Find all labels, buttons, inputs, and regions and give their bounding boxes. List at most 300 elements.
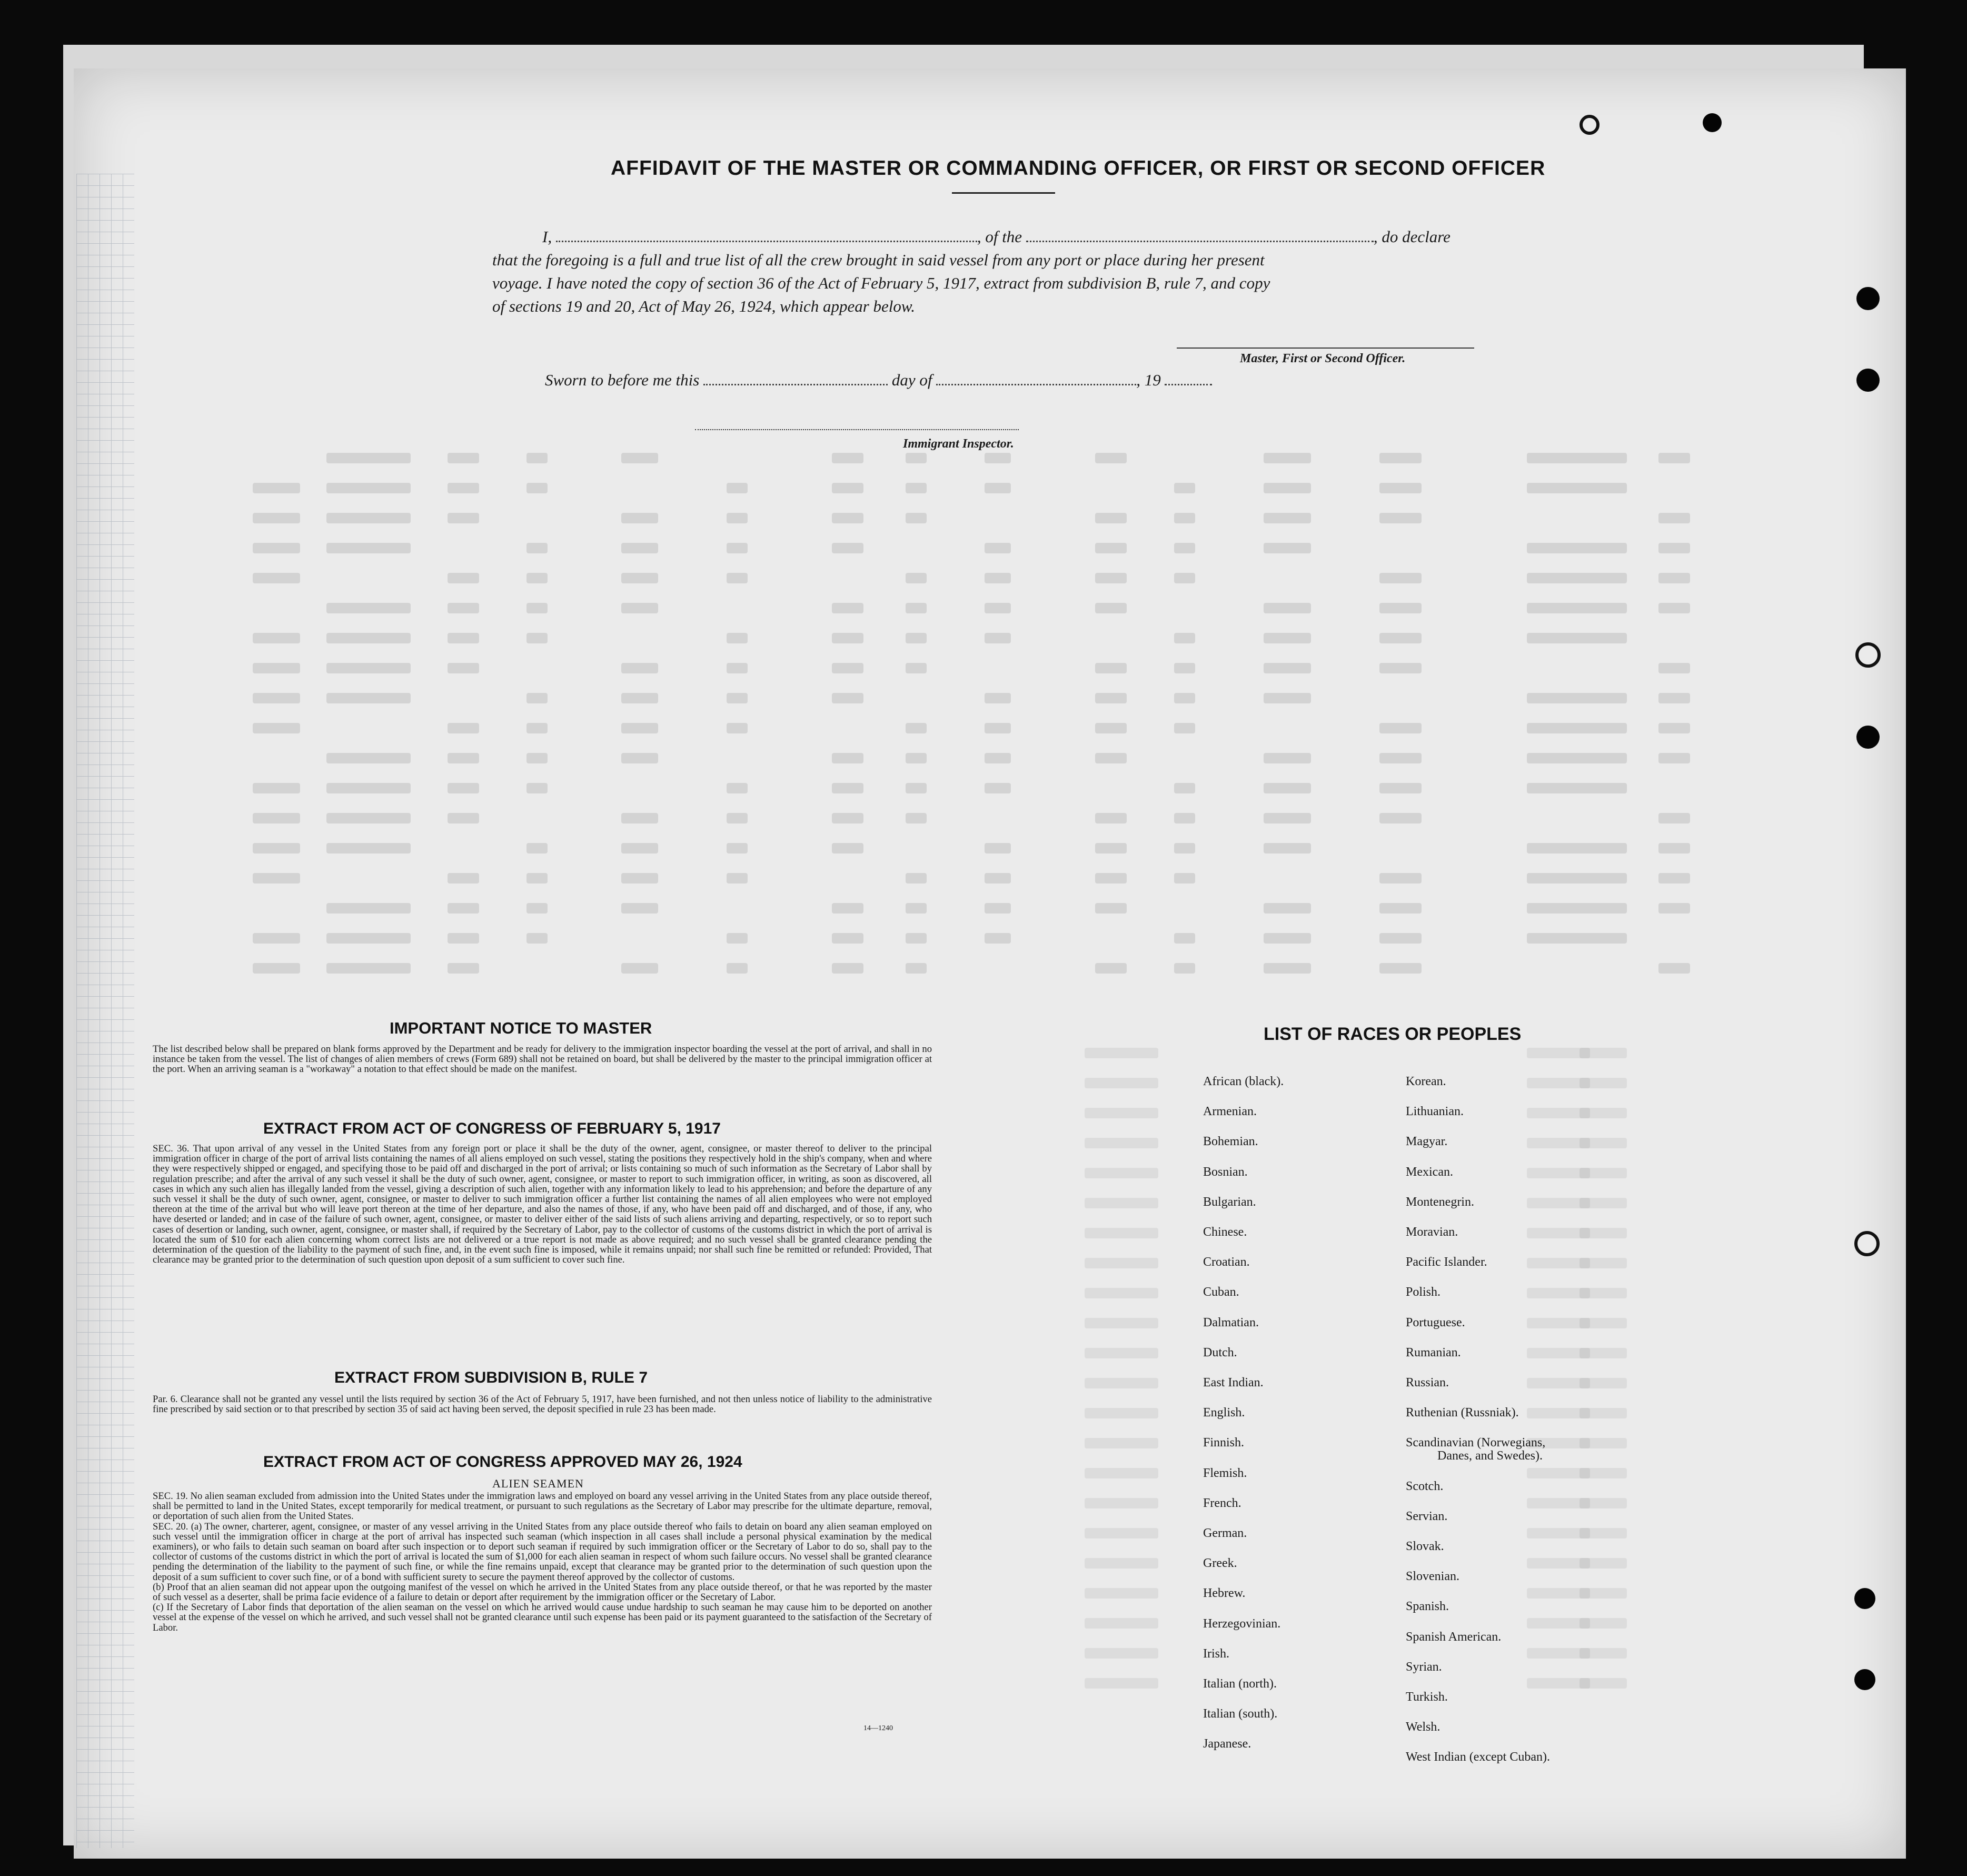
bleed-through-mark [1085,1678,1158,1689]
bleed-through-mark [326,843,411,853]
bleed-through-mark [1095,843,1127,853]
sworn-day-of-label: day of [891,371,932,389]
bleed-through-mark [1658,843,1690,853]
bleed-through-mark [985,933,1011,944]
notice-body: The list described below shall be prepared on blank forms approved by the Department and be ready for delivery to the immigration inspector boarding the vessel at the port of arrival, and shall in no instance be taken from the vessel. The list of changes of alien members of crews (Form 689) shall not be retained on board, but shall be delivered by the master to the principal immigration officer at the port. When an arriving seaman is a "workaway" a notation to that effect should be made on the manifest. [153,1044,932,1075]
bleed-through-mark [1579,1618,1627,1629]
bleed-through-mark [1379,963,1422,974]
binder-hole [1856,369,1880,392]
binder-hole [1854,1231,1880,1256]
bleed-through-mark [1658,723,1690,733]
bleed-through-mark [448,663,479,673]
bleed-through-mark [526,933,548,944]
bleed-through-mark [326,693,411,703]
bleed-through-mark [1579,1108,1627,1118]
binding-grid [76,174,134,1848]
bleed-through-mark [1579,1558,1627,1569]
bleed-through-mark [1527,603,1627,613]
master-signature-caption: Master, First or Second Officer. [1240,352,1406,365]
bleed-through-mark [326,603,411,613]
declaration-line-4: of sections 19 and 20, Act of May 26, 1924, which appear below. [492,297,916,315]
bleed-through-mark [1085,1168,1158,1178]
bleed-through-mark [832,543,863,553]
bleed-through-mark [1527,483,1627,493]
inspector-signature-line[interactable] [695,429,1019,430]
bleed-through-mark [1658,453,1690,463]
bleed-through-mark [1174,543,1195,553]
bleed-through-mark [1174,783,1195,793]
sworn-line [545,369,1212,392]
title-rule [952,192,1055,194]
bleed-through-mark [1579,1588,1627,1599]
bleed-through-mark [1658,663,1690,673]
bleed-through-mark [1379,813,1422,823]
bleed-through-mark [1085,1528,1158,1538]
bleed-through-mark [1579,1138,1627,1148]
bleed-through-mark [253,963,300,974]
bleed-through-mark [621,573,658,583]
bleed-through-mark [1579,1048,1627,1058]
bleed-through-mark [448,933,479,944]
bleed-through-mark [1658,693,1690,703]
bleed-through-mark [1264,813,1311,823]
bleed-through-mark [526,843,548,853]
notice-title: IMPORTANT NOTICE TO MASTER [390,1019,652,1037]
race-item: Ruthenian (Russniak). [1406,1406,1519,1420]
bleed-through-mark [906,483,927,493]
race-item: African (black). [1203,1075,1284,1088]
race-item: Dutch. [1203,1345,1237,1359]
bleed-through-mark [1379,573,1422,583]
bleed-through-mark [1579,1228,1627,1238]
bleed-through-mark [1085,1498,1158,1508]
bleed-through-mark [985,843,1011,853]
race-item: West Indian (except Cuban). [1406,1750,1550,1764]
bleed-through-mark [326,933,411,944]
bleed-through-mark [1174,813,1195,823]
bleed-through-mark [1264,933,1311,944]
race-item: Dalmatian. [1203,1315,1259,1329]
bleed-through-mark [1264,663,1311,673]
race-item: Japanese. [1203,1737,1251,1751]
race-item: Turkish. [1406,1690,1448,1704]
bleed-through-mark [832,753,863,763]
bleed-through-mark [985,693,1011,703]
declaration-line-2: that the foregoing is a full and true list of all the crew brought in said vessel from any port or place during her present [492,251,1265,269]
bleed-through-mark [326,963,411,974]
race-item: Scotch. [1406,1479,1444,1493]
bleed-through-mark [1379,723,1422,733]
race-item: Danes, and Swedes). [1437,1449,1543,1463]
race-item: Rumanian. [1406,1345,1461,1359]
bleed-through-mark [253,543,300,553]
bleed-through-mark [832,693,863,703]
bleed-through-mark [1579,1648,1627,1659]
bleed-through-mark [727,873,748,884]
extract-1917-title: EXTRACT FROM ACT OF CONGRESS OF FEBRUARY 5, 1917 [263,1120,721,1137]
bleed-through-mark [1379,453,1422,463]
bleed-through-mark [727,633,748,643]
bleed-through-mark [1379,513,1422,523]
bleed-through-mark [832,633,863,643]
bleed-through-mark [1579,1288,1627,1298]
bleed-through-mark [1095,873,1127,884]
bleed-through-mark [1579,1348,1627,1358]
bleed-through-mark [832,843,863,853]
bleed-through-mark [1264,513,1311,523]
bleed-through-mark [832,903,863,914]
bleed-through-mark [985,783,1011,793]
bleed-through-mark [1379,753,1422,763]
bleed-through-mark [1658,813,1690,823]
bleed-through-mark [1085,1348,1158,1358]
race-item: Finnish. [1203,1436,1245,1450]
bleed-through-mark [727,813,748,823]
bleed-through-mark [621,753,658,763]
bleed-through-mark [1658,963,1690,974]
bleed-through-mark [1579,1198,1627,1208]
bleed-through-mark [1579,1078,1627,1088]
bleed-through-mark [253,873,300,884]
bleed-through-mark [1579,1528,1627,1538]
bleed-through-mark [906,963,927,974]
bleed-through-mark [727,963,748,974]
bleed-through-mark [985,903,1011,914]
bleed-through-mark [906,903,927,914]
bleed-through-mark [1085,1228,1158,1238]
bleed-through-mark [1264,603,1311,613]
declaration-line-3: voyage. I have noted the copy of section 36 of the Act of February 5, 1917, extract from subdivision B, rule 7, and copy [492,274,1270,292]
bleed-through-mark [1579,1168,1627,1178]
race-item: French. [1203,1496,1241,1510]
bleed-through-mark [1095,903,1127,914]
bleed-through-mark [1174,963,1195,974]
bleed-through-mark [326,753,411,763]
bleed-through-mark [326,453,411,463]
bleed-through-mark [326,633,411,643]
bleed-through-mark [1379,933,1422,944]
bleed-through-mark [1527,903,1627,914]
bleed-through-mark [985,633,1011,643]
race-item: Hebrew. [1203,1586,1246,1601]
bleed-through-mark [1658,753,1690,763]
master-signature-line[interactable] [1177,348,1474,349]
race-item: Cuban. [1203,1285,1239,1299]
bleed-through-mark [1527,573,1627,583]
bleed-through-mark [326,543,411,553]
bleed-through-mark [1085,1288,1158,1298]
bleed-through-mark [1095,603,1127,613]
bleed-through-mark [253,843,300,853]
bleed-through-mark [621,723,658,733]
bleed-through-mark [1527,933,1627,944]
declaration-line-1 [542,225,1451,249]
bleed-through-mark [906,573,927,583]
race-item: Scandinavian (Norwegians, [1406,1436,1546,1450]
bleed-through-mark [906,633,927,643]
bleed-through-mark [727,843,748,853]
declaration-do-declare: , do declare [1373,227,1451,246]
bleed-through-mark [621,453,658,463]
bleed-through-mark [985,543,1011,553]
bleed-through-mark [906,813,927,823]
bleed-through-mark [1579,1678,1627,1689]
bleed-through-mark [621,543,658,553]
bleed-through-mark [1174,873,1195,884]
race-item: Bosnian. [1203,1165,1248,1179]
bleed-through-mark [1174,723,1195,733]
bleed-through-mark [1174,843,1195,853]
race-item: Bulgarian. [1203,1195,1256,1209]
bleed-through-mark [1527,873,1627,884]
bleed-through-mark [1527,453,1627,463]
bleed-through-mark [906,723,927,733]
bleed-through-mark [1527,723,1627,733]
bleed-through-mark [326,513,411,523]
sworn-day-field[interactable] [703,372,888,385]
bleed-through-mark [906,453,927,463]
bleed-through-mark [1658,543,1690,553]
bleed-through-mark [1527,753,1627,763]
bleed-through-mark [1085,1108,1158,1118]
bleed-through-mark [985,603,1011,613]
bleed-through-mark [1085,1138,1158,1148]
bleed-through-mark [1658,573,1690,583]
bleed-through-mark [1085,1468,1158,1478]
bleed-through-mark [526,723,548,733]
bleed-through-mark [985,453,1011,463]
binder-hole [1579,115,1600,135]
binder-hole [1703,113,1722,132]
race-item: Irish. [1203,1646,1229,1661]
inspector-signature-caption: Immigrant Inspector. [903,437,1014,451]
binder-hole [1856,726,1880,749]
race-item: Flemish. [1203,1466,1247,1480]
bleed-through-mark [1095,543,1127,553]
declaration-of-the: , of the [977,227,1022,246]
bleed-through-mark [1085,1618,1158,1629]
race-item: Russian. [1406,1376,1449,1389]
bleed-through-mark [448,483,479,493]
bleed-through-mark [1085,1078,1158,1088]
bleed-through-mark [1379,633,1422,643]
race-item: Croatian. [1203,1255,1250,1269]
bleed-through-mark [448,723,479,733]
sworn-year-field[interactable] [1165,372,1212,385]
bleed-through-mark [1658,603,1690,613]
bleed-through-mark [727,543,748,553]
extract-1924-body [153,1491,932,1633]
bleed-through-mark [253,483,300,493]
bleed-through-mark [1085,1048,1158,1058]
bleed-through-mark [253,693,300,703]
bleed-through-mark [526,873,548,884]
bleed-through-mark [727,573,748,583]
section-20b: (b) Proof that an alien seaman did not appear upon the outgoing manifest of the vessel on which he arrived in the United States from any place outside thereof, or that he was reported by the master of such vessel as a deserter, shall be prima facie evidence of a failure to detain or deport after requirement by the immigration officer or the Secretary of Labor. [153,1581,932,1603]
affidavit-title: AFFIDAVIT OF THE MASTER OR COMMANDING OFFICER, OR FIRST OR SECOND OFFICER [611,157,1546,180]
bleed-through-mark [1174,693,1195,703]
bleed-through-mark [1174,663,1195,673]
bleed-through-mark [906,873,927,884]
bleed-through-mark [1527,693,1627,703]
bleed-through-mark [1085,1588,1158,1599]
race-item: Italian (south). [1203,1707,1278,1721]
race-item: Montenegrin. [1406,1195,1474,1209]
bleed-through-mark [1379,783,1422,793]
bleed-through-mark [526,783,548,793]
bleed-through-mark [906,603,927,613]
bleed-through-mark [253,783,300,793]
bleed-through-mark [253,633,300,643]
bleed-through-mark [253,723,300,733]
race-item: Italian (north). [1203,1677,1277,1691]
bleed-through-mark [1579,1438,1627,1448]
bleed-through-mark [1095,663,1127,673]
vessel-name-field[interactable] [1026,229,1374,242]
race-item: Magyar. [1406,1135,1448,1149]
bleed-through-mark [985,723,1011,733]
bleed-through-mark [253,933,300,944]
bleed-through-mark [1174,513,1195,523]
bleed-through-mark [1658,873,1690,884]
bleed-through-mark [906,783,927,793]
bleed-through-mark [526,753,548,763]
bleed-through-mark [1174,633,1195,643]
bleed-through-mark [985,573,1011,583]
bleed-through-mark [1527,543,1627,553]
bleed-through-mark [906,933,927,944]
bleed-through-mark [621,963,658,974]
bleed-through-mark [1264,483,1311,493]
section-20c: (c) If the Secretary of Labor finds that deportation of the alien seaman on the vessel on which he arrived would cause undue hardship to such seaman he may cause him to be deported on another vessel at the expense of the vessel on which he arrived, and such vessel shall not be granted clearance until such expense has been paid or its payment guaranteed to the satisfaction of the Secretary of Labor. [153,1602,932,1633]
bleed-through-mark [727,483,748,493]
bleed-through-mark [253,813,300,823]
race-item: Herzegovinian. [1203,1616,1281,1631]
bleed-through-mark [526,543,548,553]
extract-1917-body: SEC. 36. That upon arrival of any vessel in the United States from any foreign port or place it shall be the duty of the owner, agent, consignee, or master thereof to deliver to the principal immigration officer in charge of the port of arrival lists containing the names of all aliens employed on such vessel, stating the positions they respectively hold in the ship's company, when and where they were respectively shipped or engaged, and specifying those to be paid off and discharged in the port of arrival; or lists containing so much of such information as the Secretary of Labor shall by regulation prescribe; and after the arrival of any such vessel it shall be the duty of such owner, agent, consignee, or master to report to such immigration officer, in writing, as soon as discovered, all cases in which any such alien has illegally landed from the vessel, giving a description of such alien, together with any information likely to lead to his apprehension; and before the departure of any such vessel it shall be the duty of such owner, agent, consignee, or master to deliver to such immigration officer a further list containing the names of all alien employees who were not employed thereon at the time of the arrival but who will leave port thereon at the time of her departure, and also the names of those, if any, who have been paid off and discharged, and of those, if any, who have deserted or landed; and in case of the failure of such owner, agent, consignee, or master to deliver either of the said lists of such aliens arriving and departing, respectively, or so to report such cases of desertion or landing, such owner, agent, consignee, or master shall, if required by the Secretary of Labor, pay to the collector of customs of the customs district in which the port of arrival is located the sum of $10 for each alien concerning whom correct lists are not delivered or a true report is not made as above required; and no such vessel shall be granted clearance pending the determination of the question of the liability to the payment of such fine, and, in the event such fine is imposed, while it remains unpaid; nor shall such fine be remitted or refunded: Provided, That clearance may be granted prior to the determination of such question upon deposit of a sum sufficient to cover such fine. [153,1143,932,1266]
extract-rule7-title: EXTRACT FROM SUBDIVISION B, RULE 7 [334,1369,648,1386]
bleed-through-mark [448,453,479,463]
bleed-through-mark [832,483,863,493]
race-item: Syrian. [1406,1660,1442,1674]
bleed-through-mark [326,813,411,823]
bleed-through-mark [1095,813,1127,823]
bleed-through-mark [1095,693,1127,703]
bleed-through-mark [1095,963,1127,974]
bleed-through-mark [326,903,411,914]
bleed-through-mark [906,663,927,673]
bleed-through-mark [985,873,1011,884]
bleed-through-mark [1264,753,1311,763]
race-item: East Indian. [1203,1376,1264,1389]
bleed-through-mark [727,693,748,703]
alien-seamen-subtitle: ALIEN SEAMEN [492,1477,584,1490]
bleed-through-mark [526,483,548,493]
bleed-through-mark [727,723,748,733]
bleed-through-mark [621,513,658,523]
bleed-through-mark [448,903,479,914]
bleed-through-mark [1264,783,1311,793]
bleed-through-mark [727,783,748,793]
bleed-through-mark [1379,903,1422,914]
bleed-through-mark [832,513,863,523]
race-item: Armenian. [1203,1105,1257,1119]
bleed-through-mark [727,513,748,523]
sworn-month-field[interactable] [936,372,1136,385]
race-item: Portuguese. [1406,1315,1465,1329]
bleed-through-mark [526,603,548,613]
bleed-through-mark [1264,633,1311,643]
form-number: 14—1240 [863,1724,893,1732]
bleed-through-mark [448,753,479,763]
bleed-through-mark [1579,1318,1627,1328]
race-item: Lithuanian. [1406,1105,1464,1119]
bleed-through-mark [621,603,658,613]
bleed-through-mark [1174,933,1195,944]
bleed-through-mark [1379,603,1422,613]
bleed-through-mark [1579,1378,1627,1388]
bleed-through-mark [326,483,411,493]
bleed-through-mark [1379,483,1422,493]
bleed-through-mark [326,783,411,793]
bleed-through-mark [1095,573,1127,583]
bleed-through-mark [448,873,479,884]
bleed-through-mark [906,513,927,523]
bleed-through-mark [727,663,748,673]
bleed-through-mark [526,903,548,914]
bleed-through-mark [1264,693,1311,703]
bleed-through-mark [1174,483,1195,493]
binder-hole [1854,1588,1875,1609]
bleed-through-mark [526,453,548,463]
bleed-through-mark [448,633,479,643]
bleed-through-mark [832,453,863,463]
bleed-through-mark [1264,843,1311,853]
bleed-through-mark [1085,1558,1158,1569]
bleed-through-mark [1095,723,1127,733]
bleed-through-mark [621,903,658,914]
bleed-through-mark [621,663,658,673]
race-item: English. [1203,1406,1245,1420]
extract-1924-title: EXTRACT FROM ACT OF CONGRESS APPROVED MAY 26, 1924 [263,1453,742,1471]
bleed-through-mark [985,753,1011,763]
sworn-label: Sworn to before me this [545,371,700,389]
sworn-year-prefix: , 19 [1136,371,1161,389]
bleed-through-mark [621,873,658,884]
bleed-through-mark [1579,1258,1627,1268]
bleed-through-mark [253,513,300,523]
bleed-through-mark [1085,1408,1158,1418]
race-item: German. [1203,1526,1247,1540]
race-item: Servian. [1406,1509,1448,1523]
bleed-through-mark [1085,1378,1158,1388]
bleed-through-mark [1095,753,1127,763]
race-item: Korean. [1406,1075,1446,1088]
bleed-through-mark [832,933,863,944]
bleed-through-mark [448,813,479,823]
bleed-through-mark [1264,963,1311,974]
binder-hole [1854,1669,1875,1690]
bleed-through-mark [1085,1318,1158,1328]
bleed-through-mark [1085,1438,1158,1448]
bleed-through-mark [1527,783,1627,793]
master-name-field[interactable] [556,229,977,242]
bleed-through-mark [448,783,479,793]
race-item: Polish. [1406,1285,1441,1299]
race-item: Pacific Islander. [1406,1255,1487,1269]
declaration-i: I, [542,227,552,246]
race-item: Chinese. [1203,1225,1247,1239]
